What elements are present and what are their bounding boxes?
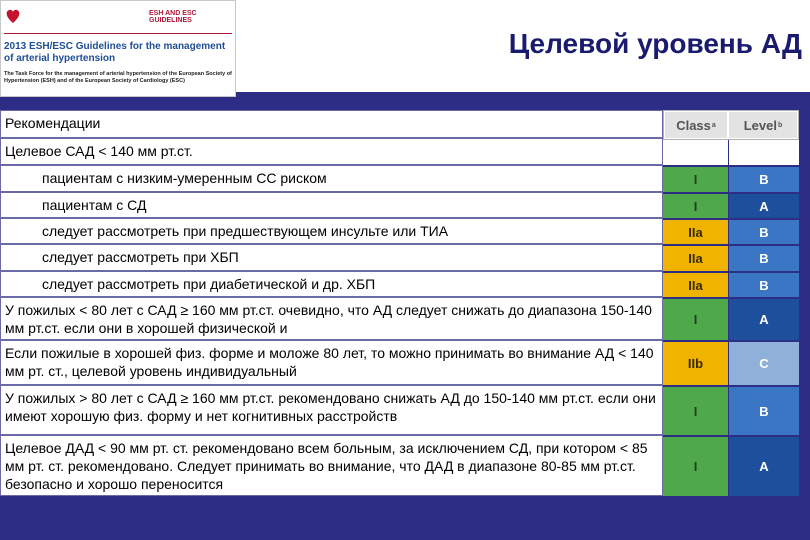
- level-header-sup: b: [777, 121, 783, 129]
- table-row: [0, 271, 663, 297]
- class-value: I: [693, 312, 698, 327]
- level-value: B: [759, 403, 769, 419]
- table-row: [0, 435, 663, 496]
- table-row: [0, 340, 663, 385]
- level-value: A: [759, 312, 769, 327]
- table-row: [0, 218, 663, 244]
- class-header-label: Class: [676, 117, 711, 133]
- class-cell: [663, 220, 728, 244]
- recommendation-text: пациентам с низким-умеренным СС риском: [42, 170, 327, 186]
- class-cell: [663, 342, 728, 385]
- level-value: B: [759, 251, 769, 266]
- level-value: C: [759, 356, 769, 371]
- class-value: IIb: [687, 356, 704, 371]
- class-cell: [663, 387, 728, 435]
- recommendation-text: Целевое ДАД < 90 мм рт. ст. рекомендовано всем больным, за исключением СД, при котором < 85 мм рт. ст. рекомендовано. Следует принимать во внимание, что ДАД в диапазоне 80-85 мм рт.ст. безопасно и хорошо переносится: [5, 440, 648, 492]
- class-value: I: [693, 459, 698, 474]
- class-header: [665, 112, 727, 138]
- esc-logo-icon: [4, 7, 22, 25]
- level-cell: [729, 299, 799, 340]
- level-value: B: [759, 224, 769, 240]
- recommendation-text: У пожилых < 80 лет с САД ≥ 160 мм рт.ст. очевидно, что АД следует снижать до диапазона 150-140 мм рт.ст. если они в хорошей физической и: [5, 302, 652, 336]
- header-label: Рекомендации: [5, 115, 101, 131]
- table-row: [0, 192, 663, 218]
- level-cell: [729, 387, 799, 435]
- class-header-sup: a: [711, 121, 716, 129]
- level-value: B: [759, 172, 769, 187]
- level-cell: [729, 140, 799, 165]
- recommendation-text: следует рассмотреть при диабетической и др. ХБП: [42, 276, 376, 292]
- table-row: [0, 138, 663, 165]
- cover-title: 2013 ESH/ESC Guidelines for the management of arterial hypertension: [4, 41, 226, 64]
- recommendation-text: У пожилых > 80 лет с САД ≥ 160 мм рт.ст. рекомендовано снижать АД до 150-140 мм рт.ст. если они имеют хорошую физ. форму и нет когнитивных расстройств: [5, 390, 656, 424]
- recommendation-text: пациентам с СД: [42, 197, 147, 213]
- level-cell: [729, 220, 799, 244]
- recommendation-text: Если пожилые в хорошей физ. форме и моложе 80 лет, то можно принимать во внимание АД < 140 мм рт. ст., целевой уровень индивидуальный: [5, 345, 654, 379]
- class-cell: [663, 140, 728, 165]
- level-header: [729, 112, 797, 138]
- class-value: IIa: [688, 277, 703, 293]
- class-value: IIa: [688, 224, 703, 240]
- level-value: A: [759, 459, 769, 474]
- class-cell: [663, 194, 728, 218]
- class-cell: [663, 167, 728, 192]
- table-row: [0, 244, 663, 271]
- class-cell: [663, 299, 728, 340]
- level-cell: [729, 246, 799, 271]
- table-row: [0, 297, 663, 340]
- level-value: B: [759, 277, 769, 293]
- class-value: I: [693, 198, 698, 214]
- recommendation-text: следует рассмотреть при ХБП: [42, 249, 239, 265]
- cover-subtitle: The Task Force for the management of arterial hypertension of the European Society of Hypertension (ESH) and of the European Society of Cardiology (ESC): [4, 71, 232, 84]
- level-cell: [729, 342, 799, 385]
- page-title: Целевой уровень АД: [508, 28, 802, 59]
- level-cell: [729, 194, 799, 218]
- table-row: [0, 385, 663, 435]
- class-cell: [663, 437, 728, 496]
- cover-tag: ESH AND ESC GUIDELINES: [149, 10, 197, 24]
- class-cell: [663, 246, 728, 271]
- cover-rule: [4, 33, 232, 34]
- class-value: IIa: [688, 251, 703, 266]
- class-cell: [663, 273, 728, 297]
- recommendation-text: следует рассмотреть при предшествующем инсульте или ТИА: [42, 223, 449, 239]
- table-row: [0, 165, 663, 192]
- guidelines-cover-image: [0, 0, 236, 97]
- level-header-label: Level: [743, 117, 777, 133]
- recommendation-text: Целевое САД < 140 мм рт.ст.: [5, 143, 193, 159]
- class-value: I: [693, 172, 698, 187]
- level-cell: [729, 167, 799, 192]
- level-value: A: [759, 198, 769, 214]
- level-cell: [729, 273, 799, 297]
- table-header: [0, 110, 663, 138]
- level-cell: [729, 437, 799, 496]
- class-value: I: [693, 403, 698, 419]
